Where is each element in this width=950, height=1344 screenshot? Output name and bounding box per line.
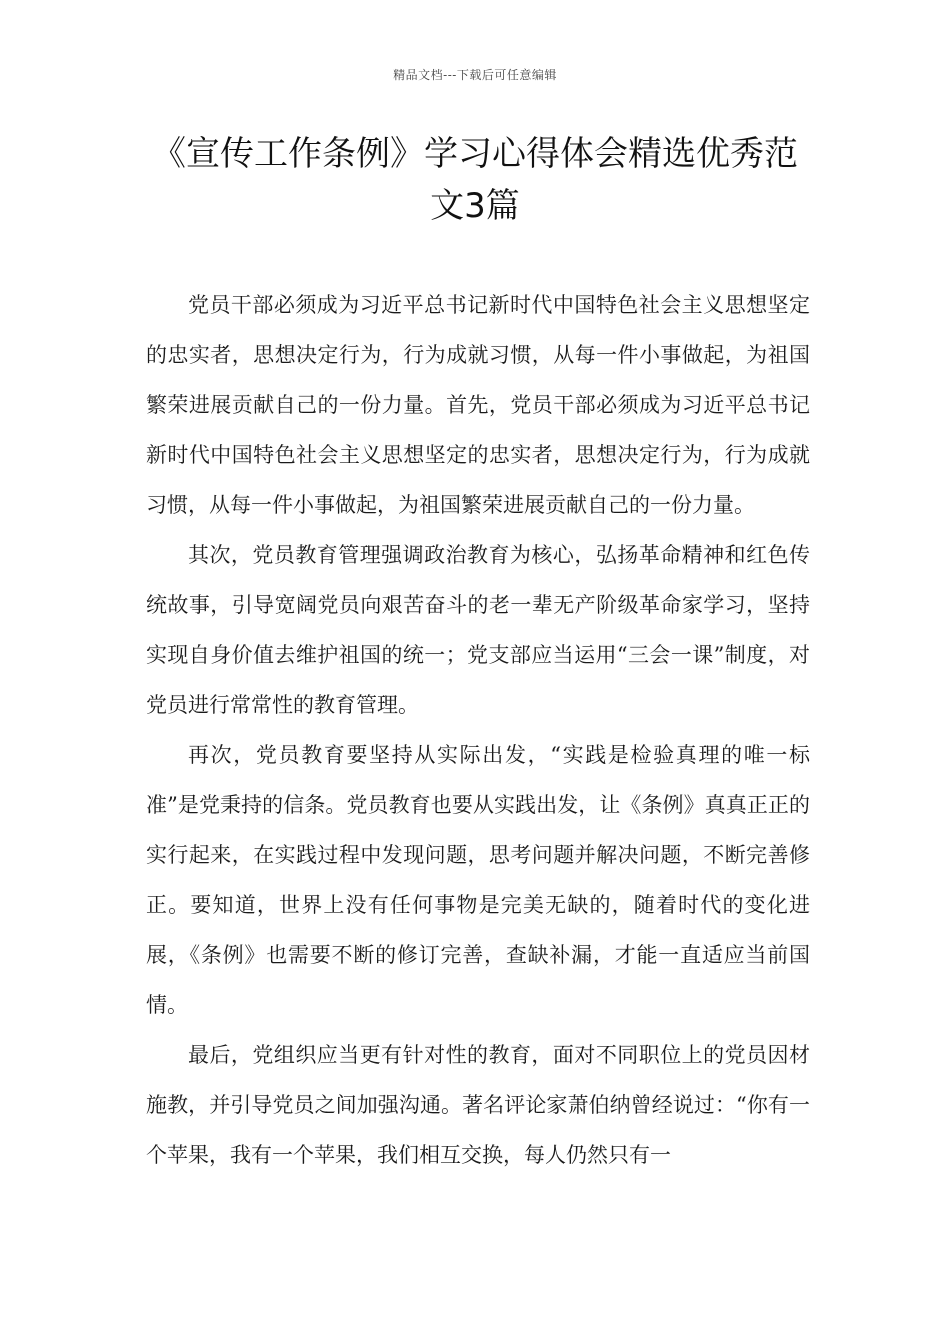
header-note: 精品文档---下载后可任意编辑 (393, 68, 557, 82)
document-title: 《宣传工作条例》学习心得体会精选优秀范文3篇 (152, 134, 798, 226)
document-body (146, 280, 810, 1180)
paragraph-4: 最后，党组织应当更有针对性的教育，面对不同职位上的党员因材施教，并引导党员之间加强沟通。著名评论家萧伯纳曾经说过：“你有一个苹果，我有一个苹果，我们相互交换，每人仍然只有一 (146, 1043, 810, 1167)
paragraph-3: 再次，党员教育要坚持从实际出发，“实践是检验真理的唯一标准”是党秉持的信条。党员教育也要从实践出发，让《条例》真真正正的实行起来，在实践过程中发现问题，思考问题并解决问题，不断完善修正。要知道，世界上没有任何事物是完美无缺的，随着时代的变化进展，《条例》也需要不断的修订完善，查缺补漏，才能一直适应当前国情。 (146, 743, 810, 1017)
paragraph-2: 其次，党员教育管理强调政治教育为核心，弘扬革命精神和红色传统故事，引导宽阔党员向艰苦奋斗的老一辈无产阶级革命家学习，坚持实现自身价值去维护祖国的统一；党支部应当运用“三会一课”制度，对党员进行常常性的教育管理。 (146, 543, 810, 717)
paragraph-1: 党员干部必须成为习近平总书记新时代中国特色社会主义思想坚定的忠实者，思想决定行为，行为成就习惯，从每一件小事做起，为祖国繁荣进展贡献自己的一份力量。首先，党员干部必须成为习近平总书记新时代中国特色社会主义思想坚定的忠实者，思想决定行为，行为成就习惯，从每一件小事做起，为祖国繁荣进展贡献自己的一份力量。 (146, 293, 810, 517)
